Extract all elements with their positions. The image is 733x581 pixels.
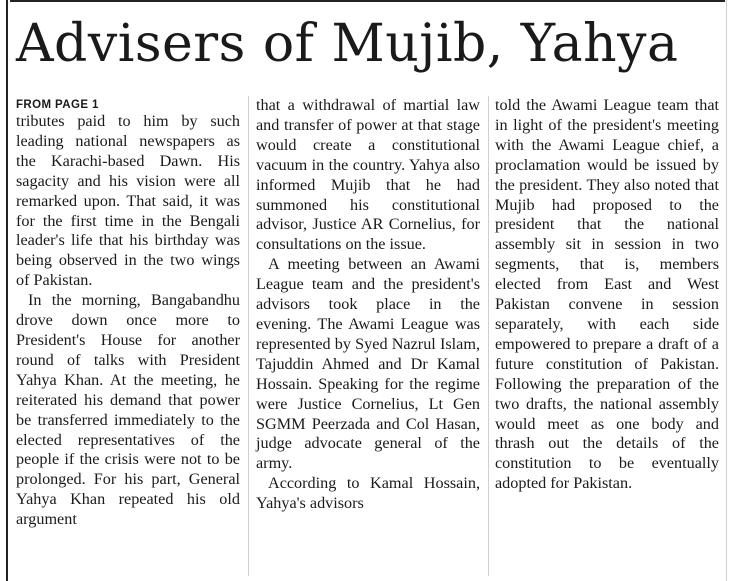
article-column-2 [256, 96, 480, 514]
top-rule [10, 0, 725, 2]
right-border-rule [726, 0, 727, 581]
column-divider [488, 96, 489, 576]
left-border-rule [6, 0, 8, 581]
paragraph: A meeting between an Awami League team and the president's advisors took place in the evening. The Awami League was represented by Syed Nazrul Islam, Tajuddin Ahmed and Dr Kamal Hossain. Speaking for the regime were Justice Cornelius, Lt Gen SGMM Peerzada and Col Hasan, judge advocate general of the army. [256, 255, 480, 473]
column-divider [248, 96, 249, 576]
paragraph: According to Kamal Hossain, Yahya's advisors [256, 474, 480, 513]
headline: Advisers of Mujib, Yahya [16, 14, 679, 74]
paragraph: tributes paid to him by such leading national newspapers as the Karachi-based Dawn. His sagacity and his vision were all remarked upon. That said, it was for the first time in the Bengali leader's life that his birthday was being observed in the two wings of Pakistan. [16, 112, 240, 290]
article-column-1 [16, 96, 240, 530]
paragraph: In the morning, Bangabandhu drove down once more to President's House for another round of talks with President Yahya Khan. At the meeting, he reiterated his demand that power be transferred immediately to the elected representatives of the people if the crisis were not to be prolonged. For his part, General Yahya Khan repeated his old argument [16, 291, 240, 529]
paragraph: that a withdrawal of martial law and transfer of power at that stage would create a constitutional vacuum in the country. Yahya also informed Mujib that he had summoned his constitutional advisor, Justice AR Cornelius, for consultations on the issue. [256, 96, 480, 254]
from-page-kicker: FROM PAGE 1 [16, 99, 99, 111]
paragraph: told the Awami League team that in light of the president's meeting with the Awami League chief, a proclamation would be issued by the president. They also noted that Mujib had proposed to the president that the national assembly sit in session in two segments, that is, members elected from East and West Pakistan convene in session separately, with each side empowered to prepare a draft of a future constitution of Pakistan. Following the preparation of the two drafts, the national assembly would meet as one body and thrash out the details of the constitution to be eventually adopted for Pakistan. [495, 96, 719, 493]
article-column-3 [495, 96, 719, 494]
